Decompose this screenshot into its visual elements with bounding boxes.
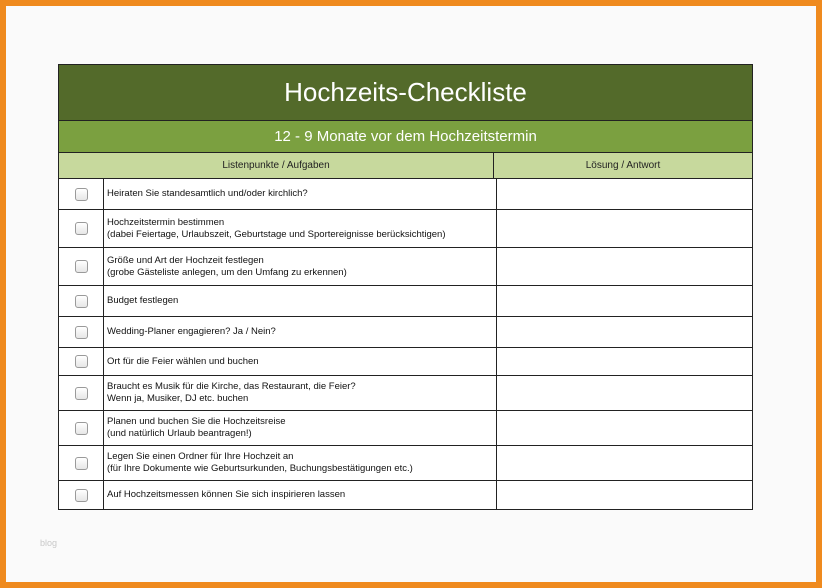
task-text: Legen Sie einen Ordner für Ihre Hochzeit an	[107, 451, 294, 462]
table-header	[59, 153, 752, 179]
task-note: (und natürlich Urlaub beantragen!)	[107, 428, 252, 439]
checkbox-cell	[59, 446, 104, 480]
table-row	[59, 411, 752, 446]
task-text: Wedding-Planer engagieren? Ja / Nein?	[107, 326, 276, 337]
checklist-table	[58, 64, 753, 510]
table-row	[59, 210, 752, 248]
task-cell	[104, 348, 497, 375]
task-text: Auf Hochzeitsmessen können Sie sich inspirieren lassen	[107, 489, 346, 500]
task-cell	[104, 446, 497, 480]
task-cell	[104, 179, 497, 209]
task-text: Größe und Art der Hochzeit festlegen	[107, 254, 264, 266]
solution-cell[interactable]	[497, 179, 752, 209]
task-cell	[104, 210, 497, 247]
task-note: (grobe Gästeliste anlegen, um den Umfang zu erkennen)	[107, 266, 347, 278]
checkbox-cell	[59, 179, 104, 209]
solution-cell[interactable]	[497, 248, 752, 285]
solution-cell[interactable]	[497, 348, 752, 375]
solution-cell[interactable]	[497, 376, 752, 410]
task-text: Planen und buchen Sie die Hochzeitsreise	[107, 416, 286, 427]
table-body	[59, 179, 752, 509]
checkbox-cell	[59, 248, 104, 285]
table-row	[59, 248, 752, 286]
task-cell	[104, 376, 497, 410]
task-cell	[104, 317, 497, 347]
task-cell	[104, 248, 497, 285]
checkbox-cell	[59, 376, 104, 410]
solution-cell[interactable]	[497, 411, 752, 445]
task-note: (dabei Feiertage, Urlaubszeit, Geburtstage und Sportereignisse berücksichtigen)	[107, 228, 446, 240]
task-checkbox[interactable]	[75, 188, 88, 201]
task-checkbox[interactable]	[75, 387, 88, 400]
task-checkbox[interactable]	[75, 355, 88, 368]
table-row	[59, 317, 752, 348]
checkbox-cell	[59, 481, 104, 509]
solution-cell[interactable]	[497, 286, 752, 316]
task-checkbox[interactable]	[75, 326, 88, 339]
task-checkbox[interactable]	[75, 222, 88, 235]
watermark: blog	[40, 538, 58, 548]
checkbox-cell	[59, 210, 104, 247]
solution-cell[interactable]	[497, 446, 752, 480]
solution-cell[interactable]	[497, 210, 752, 247]
table-row	[59, 286, 752, 317]
checkbox-cell	[59, 348, 104, 375]
task-checkbox[interactable]	[75, 422, 88, 435]
checkbox-cell	[59, 411, 104, 445]
task-note: Wenn ja, Musiker, DJ etc. buchen	[107, 393, 249, 404]
task-text: Ort für die Feier wählen und buchen	[107, 355, 259, 367]
tasks-column-header: Listenpunkte / Aufgaben	[59, 153, 494, 178]
checklist-title: Hochzeits-Checkliste	[59, 65, 752, 121]
task-checkbox[interactable]	[75, 489, 88, 502]
solution-cell[interactable]	[497, 481, 752, 509]
task-checkbox[interactable]	[75, 295, 88, 308]
task-text: Braucht es Musik für die Kirche, das Restaurant, die Feier?	[107, 381, 356, 392]
task-text: Heiraten Sie standesamtlich und/oder kirchlich?	[107, 188, 308, 199]
table-row	[59, 481, 752, 509]
checkbox-cell	[59, 286, 104, 316]
task-text: Budget festlegen	[107, 295, 179, 306]
table-row	[59, 446, 752, 481]
task-note: (für Ihre Dokumente wie Geburtsurkunden, Buchungsbestätigungen etc.)	[107, 463, 413, 474]
checkbox-cell	[59, 317, 104, 347]
table-row	[59, 376, 752, 411]
task-checkbox[interactable]	[75, 260, 88, 273]
checklist-subtitle: 12 - 9 Monate vor dem Hochzeitstermin	[59, 121, 752, 153]
solution-cell[interactable]	[497, 317, 752, 347]
solution-column-header: Lösung / Antwort	[585, 160, 661, 171]
task-checkbox[interactable]	[75, 457, 88, 470]
table-row	[59, 179, 752, 210]
task-cell	[104, 481, 497, 509]
task-text: Hochzeitstermin bestimmen	[107, 216, 225, 228]
task-cell	[104, 411, 497, 445]
table-row	[59, 348, 752, 376]
task-cell	[104, 286, 497, 316]
